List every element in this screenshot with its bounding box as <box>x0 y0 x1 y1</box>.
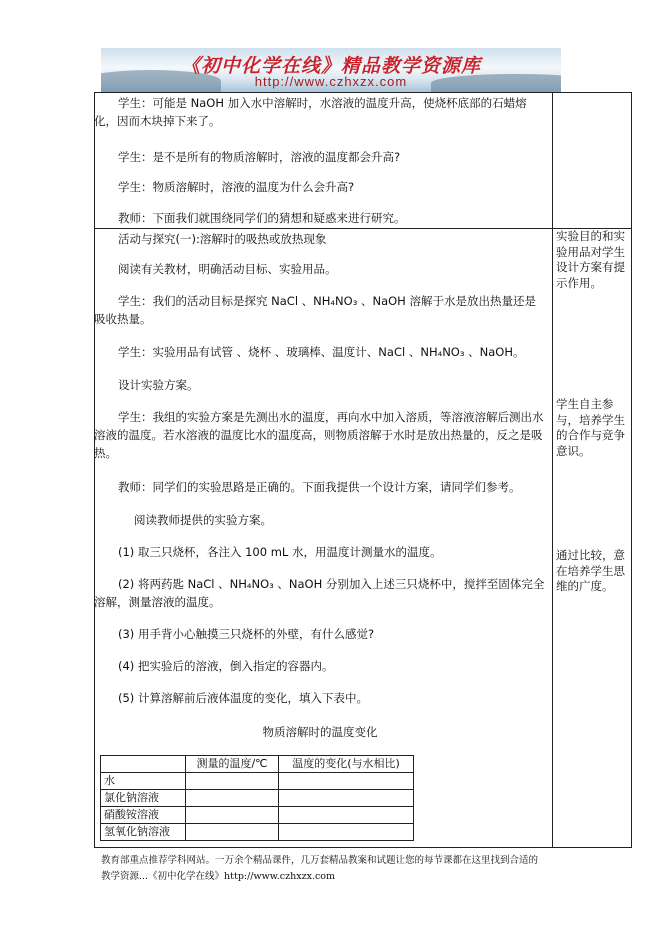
step-2: (2) 将两药匙 NaCl 、NH₄NO₃ 、NaOH 分别加入上述三只烧杯中，搅拌至固体完全溶解，测量溶液的温度。 <box>94 577 545 609</box>
header-cell: 测量的温度/℃ <box>186 756 279 773</box>
table-caption: 物质溶解时的温度变化 <box>262 725 378 739</box>
table-row <box>101 807 414 824</box>
paragraph-read-teacher-plan: 阅读教师提供的实验方案。 <box>134 513 272 527</box>
side-note-1: 实验目的和实验用品对学生设计方案有提示作用。 <box>556 229 625 290</box>
activity-heading: 活动与探究(一):溶解时的吸热或放热现象 <box>118 232 327 246</box>
step-4: (4) 把实验后的溶液，倒入指定的容器内。 <box>118 659 334 673</box>
row-label: 氢氧化钠溶液 <box>101 824 186 841</box>
paragraph-read-materials: 阅读有关教材，明确活动目标、实验用品。 <box>118 262 337 276</box>
step-1: (1) 取三只烧杯，各注入 100 mL 水，用温度计测量水的温度。 <box>118 545 442 559</box>
paragraph-design-plan: 设计实验方案。 <box>118 378 199 392</box>
page-footer <box>101 853 571 885</box>
footer-line-2[interactable]: 教学资源...《初中化学在线》http://www.czhxzx.com <box>101 871 336 882</box>
paragraph-student-guess: 学生：可能是 NaOH 加入水中溶解时，水溶液的温度升高，使烧杯底部的石蜡熔化，因而木块掉下来了。 <box>94 96 527 128</box>
value-cell[interactable] <box>186 790 279 807</box>
paragraph-student-question: 学生：是不是所有的物质溶解时，溶液的温度都会升高? <box>118 150 401 164</box>
banner-title: 《初中化学在线》精品教学资源库 <box>180 55 481 77</box>
header-cell: 温度的变化(与水相比) <box>279 756 414 773</box>
value-cell[interactable] <box>279 807 414 824</box>
value-cell[interactable] <box>279 790 414 807</box>
value-cell[interactable] <box>279 824 414 841</box>
paragraph-student-plan: 学生：我组的实验方案是先测出水的温度，再向水中加入溶质，等溶液溶解后测出水溶液的温度。若水溶液的温度比水的温度高，则物质溶解于水时是放出热量的，反之是吸热。 <box>94 410 544 460</box>
temperature-table <box>100 755 414 841</box>
value-cell[interactable] <box>186 824 279 841</box>
step-5: (5) 计算溶解前后液体温度的变化，填入下表中。 <box>118 691 368 705</box>
border-right <box>631 92 632 848</box>
paragraph-teacher-comment: 教师：同学们的实验思路是正确的。下面我提供一个设计方案，请同学们参考。 <box>118 480 521 494</box>
row-label: 氯化钠溶液 <box>101 790 186 807</box>
side-note-3: 通过比较，意在培养学生思维的广度。 <box>556 548 625 593</box>
border-bottom <box>94 847 632 848</box>
banner-url[interactable]: http://www.czhxzx.com <box>254 74 408 89</box>
value-cell[interactable] <box>186 773 279 790</box>
lesson-table <box>94 92 632 848</box>
table-header-row <box>101 756 414 773</box>
column-divider <box>552 92 553 848</box>
value-cell[interactable] <box>186 807 279 824</box>
row-label: 水 <box>101 773 186 790</box>
paragraph-student-why: 学生：物质溶解时，溶液的温度为什么会升高? <box>118 180 355 194</box>
paragraph-activity-goal: 学生：我们的活动目标是探究 NaCl 、NH₄NO₃ 、NaOH 溶解于水是放出热量还是吸收热量。 <box>94 294 536 326</box>
paragraph-materials: 学生：实验用品有试管 、烧杯 、玻璃棒、温度计、NaCl 、NH₄NO₃ 、NaOH。 <box>118 345 525 359</box>
table-row <box>101 824 414 841</box>
border-top <box>94 92 632 93</box>
side-note-2: 学生自主参与，培养学生的合作与竞争意识。 <box>556 397 625 458</box>
value-cell[interactable] <box>279 773 414 790</box>
step-3: (3) 用手背小心触摸三只烧杯的外壁，有什么感觉? <box>118 627 375 641</box>
row-label: 硝酸铵溶液 <box>101 807 186 824</box>
paragraph-teacher-intro: 教师：下面我们就围绕同学们的猜想和疑惑来进行研究。 <box>118 211 406 225</box>
row-divider <box>94 228 632 229</box>
table-row <box>101 790 414 807</box>
header-banner <box>101 48 561 92</box>
footer-line-1: 教育部重点推荐学科网站。一万余个精品课件，几万套精品教案和试题让您的每节课都在这里找到合适的 <box>101 855 539 866</box>
header-cell <box>101 756 186 773</box>
table-row <box>101 773 414 790</box>
